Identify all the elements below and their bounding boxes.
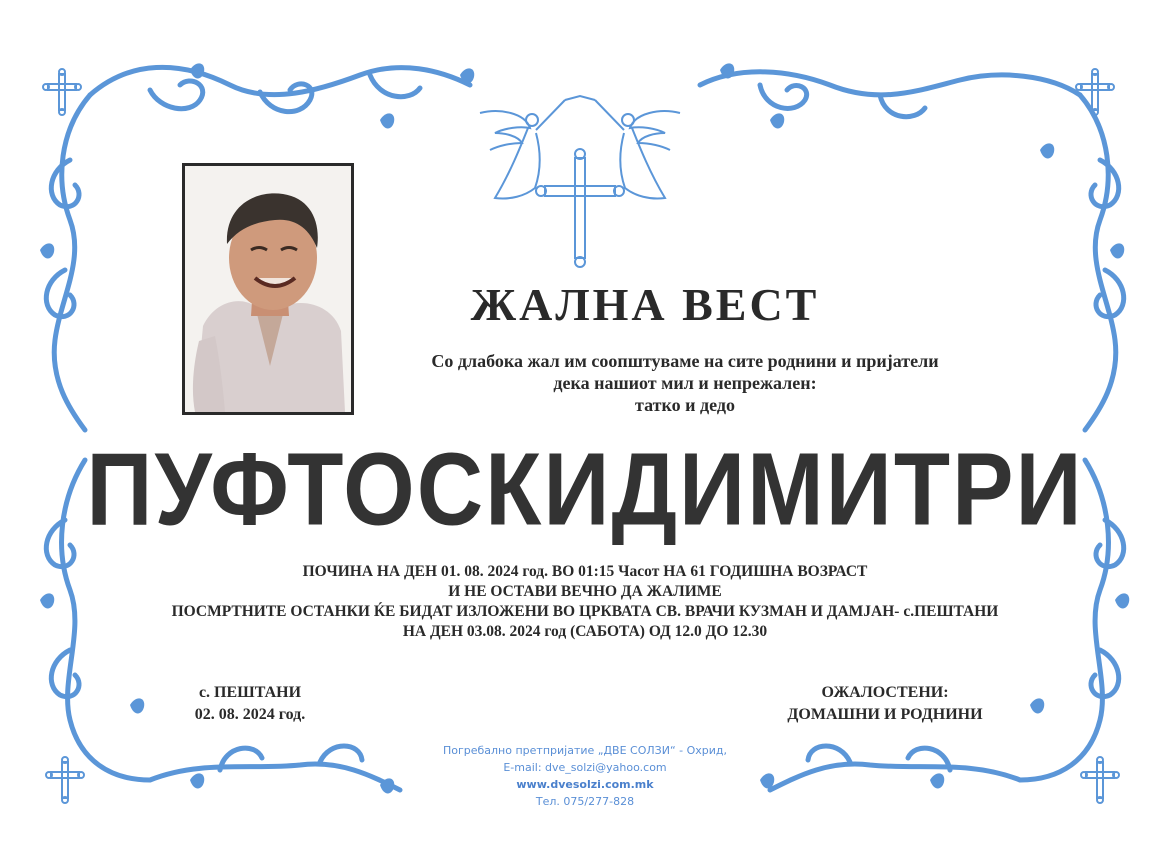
- notice-title: ЖАЛНА ВЕСТ: [470, 279, 820, 330]
- details-line: ПОСМРТНИТЕ ОСТАНКИ ЌЕ БИДАТ ИЗЛОЖЕНИ ВО ЦРКВАТА СВ. ВРАЧИ КУЗМАН И ДАМЈАН- с.ПЕШТАНИ: [171, 603, 999, 620]
- company-email: E-mail: dve_solzi@yahoo.com: [503, 761, 667, 774]
- deceased-surname: ПУФТОСКИ: [86, 432, 612, 547]
- date-text: 02. 08. 2024 год.: [194, 706, 306, 723]
- intro-line: Со длабока жал им соопштуваме на сите роднини и пријатели: [431, 351, 939, 371]
- intro-text: [380, 350, 990, 416]
- details-line: ПОЧИНА НА ДЕН 01. 08. 2024 год. ВО 01:15 Часот НА 61 ГОДИШНА ВОЗРАСТ: [302, 563, 868, 580]
- company-phone: Тел. 075/277-828: [535, 795, 635, 808]
- place-date-block: [150, 682, 350, 726]
- details-line: И НЕ ОСТАВИ ВЕЧНО ДА ЖАЛИМЕ: [448, 583, 722, 600]
- company-website: www.dvesolzi.com.mk: [516, 778, 654, 791]
- intro-line: дека нашиот мил и непрежален:: [553, 373, 817, 393]
- mourners-block: [740, 682, 1030, 726]
- place-text: с. ПЕШТАНИ: [198, 684, 302, 701]
- details-line: НА ДЕН 03.08. 2024 год (САБОТА) ОД 12.0 ДО 12.30: [402, 623, 768, 640]
- mourners-label: ОЖАЛОСТЕНИ:: [821, 684, 949, 701]
- company-name: Погребално претпријатие „ДВЕ СОЛЗИ“ - Охрид,: [442, 744, 728, 757]
- funeral-home-footer: [400, 742, 770, 810]
- intro-line: татко и дедо: [635, 395, 735, 415]
- mourners-text: ДОМАШНИ И РОДНИНИ: [787, 706, 983, 723]
- deceased-name: [86, 432, 1084, 547]
- angels-cross-icon: [470, 88, 690, 268]
- deceased-first-name: ДИМИТРИ: [611, 432, 1084, 547]
- funeral-details: [150, 562, 1020, 642]
